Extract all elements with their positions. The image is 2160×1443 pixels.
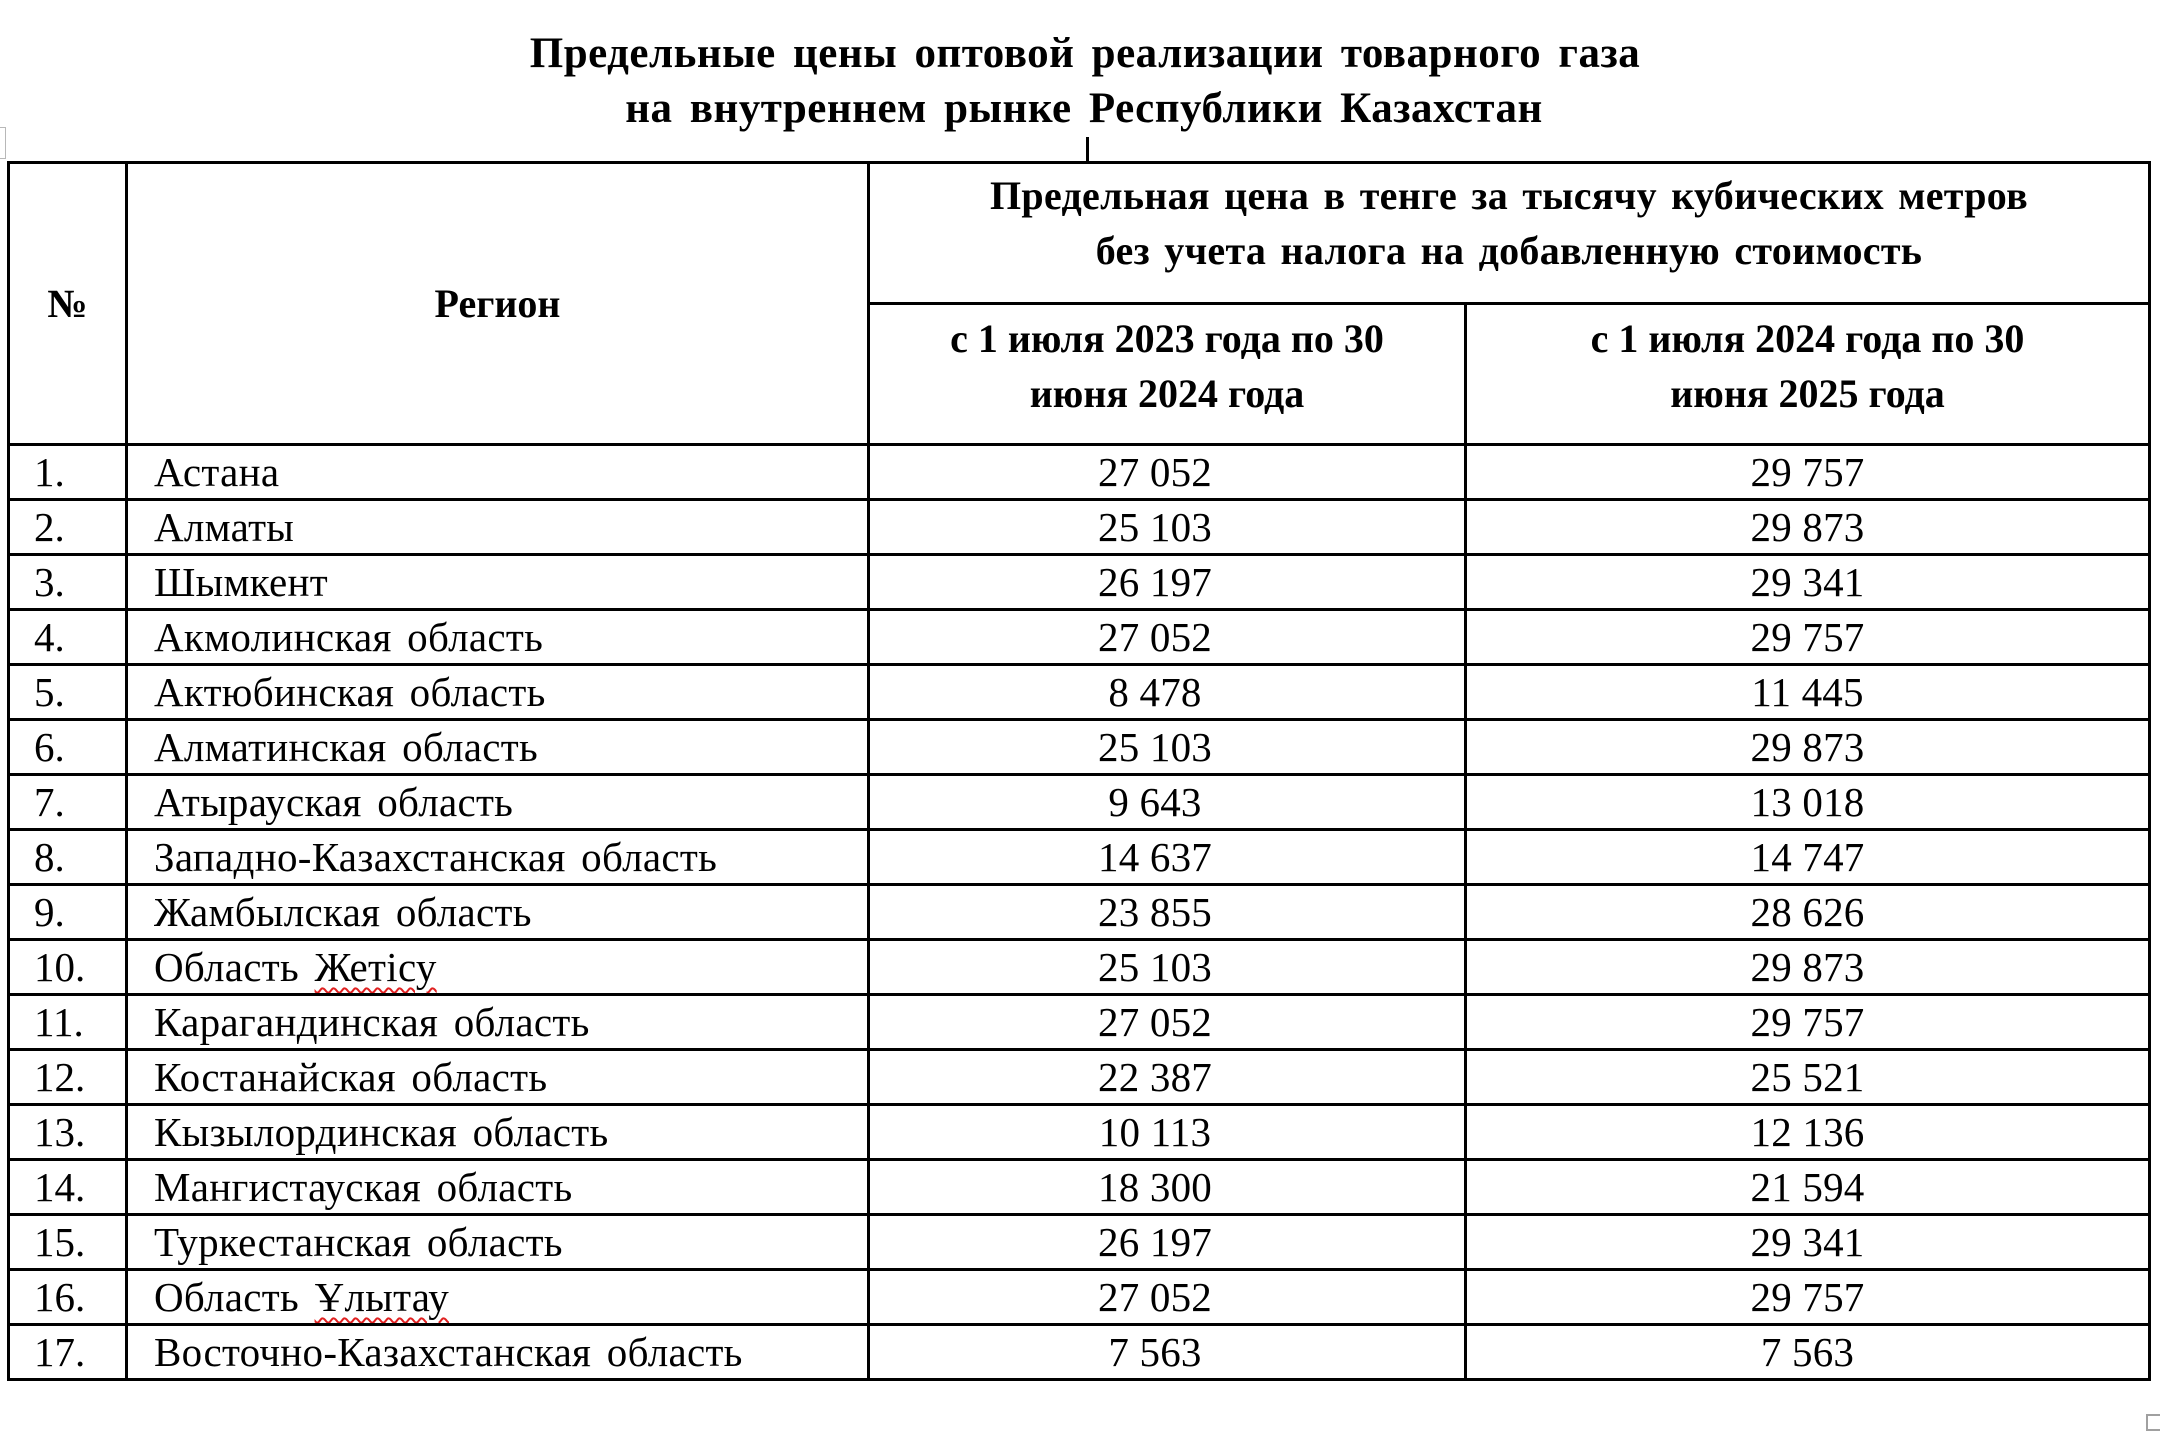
table-row (9, 1105, 2150, 1160)
row-price-2024-2025[interactable]: 29 757 (1466, 995, 2150, 1050)
row-price-2024-2025[interactable]: 29 873 (1466, 500, 2150, 555)
row-number[interactable]: 16. (9, 1270, 127, 1325)
row-region[interactable]: Жамбылская область (127, 885, 869, 940)
row-price-2024-2025[interactable]: 12 136 (1466, 1105, 2150, 1160)
table-row (9, 1160, 2150, 1215)
row-price-2024-2025[interactable]: 29 341 (1466, 555, 2150, 610)
row-price-2024-2025[interactable]: 28 626 (1466, 885, 2150, 940)
header-period-1-line-2: июня 2024 года (1029, 371, 1305, 416)
header-row-1 (9, 163, 2150, 304)
row-region[interactable]: Туркестанская область (127, 1215, 869, 1270)
header-period-2024-2025[interactable] (1466, 304, 2150, 445)
table-row (9, 610, 2150, 665)
row-number[interactable]: 2. (9, 500, 127, 555)
table-row (9, 555, 2150, 610)
header-period-1-line-1: с 1 июля 2023 года по 30 (950, 316, 1384, 361)
row-number[interactable]: 9. (9, 885, 127, 940)
row-number[interactable]: 10. (9, 940, 127, 995)
row-price-2024-2025[interactable]: 25 521 (1466, 1050, 2150, 1105)
row-price-2024-2025[interactable]: 13 018 (1466, 775, 2150, 830)
row-price-2023-2024[interactable]: 14 637 (869, 830, 1466, 885)
document-title (0, 26, 2160, 136)
spellcheck-flagged-word[interactable]: Жетісу (314, 944, 437, 990)
row-number[interactable]: 13. (9, 1105, 127, 1160)
row-region[interactable]: Костанайская область (127, 1050, 869, 1105)
table-row (9, 885, 2150, 940)
row-number[interactable]: 7. (9, 775, 127, 830)
row-price-2023-2024[interactable]: 7 563 (869, 1325, 1466, 1380)
row-price-2024-2025[interactable]: 29 873 (1466, 940, 2150, 995)
gas-price-table (7, 161, 2151, 1381)
table-row (9, 665, 2150, 720)
row-region[interactable]: Акмолинская область (127, 610, 869, 665)
header-period-2-line-1: с 1 июля 2024 года по 30 (1590, 316, 2025, 361)
row-price-2023-2024[interactable]: 27 052 (869, 1270, 1466, 1325)
row-number[interactable]: 1. (9, 445, 127, 500)
row-number[interactable]: 5. (9, 665, 127, 720)
row-number[interactable]: 3. (9, 555, 127, 610)
header-period-2-line-2: июня 2025 года (1670, 371, 1945, 416)
table-row (9, 940, 2150, 995)
row-price-2024-2025[interactable]: 29 757 (1466, 445, 2150, 500)
row-number[interactable]: 11. (9, 995, 127, 1050)
row-price-2023-2024[interactable]: 18 300 (869, 1160, 1466, 1215)
row-region[interactable]: Атырауская область (127, 775, 869, 830)
row-number[interactable]: 6. (9, 720, 127, 775)
row-number[interactable]: 12. (9, 1050, 127, 1105)
spellcheck-flagged-word[interactable]: Ұлытау (314, 1274, 450, 1320)
table-row (9, 445, 2150, 500)
row-price-2024-2025[interactable]: 29 757 (1466, 610, 2150, 665)
row-region[interactable]: Кызылординская область (127, 1105, 869, 1160)
row-region[interactable]: Алматинская область (127, 720, 869, 775)
region-prefix: Область (154, 1274, 315, 1320)
text-cursor-marker (1086, 137, 1089, 162)
title-line-2: на внутреннем рынке Республики Казахстан (625, 85, 1543, 132)
row-number[interactable]: 17. (9, 1325, 127, 1380)
row-price-2023-2024[interactable]: 10 113 (869, 1105, 1466, 1160)
table-row (9, 1270, 2150, 1325)
row-region[interactable]: Восточно-Казахстанская область (127, 1325, 869, 1380)
row-price-2023-2024[interactable]: 26 197 (869, 555, 1466, 610)
table-row (9, 775, 2150, 830)
row-region[interactable]: Карагандинская область (127, 995, 869, 1050)
row-price-2023-2024[interactable]: 25 103 (869, 720, 1466, 775)
row-price-2024-2025[interactable]: 21 594 (1466, 1160, 2150, 1215)
row-price-2023-2024[interactable]: 26 197 (869, 1215, 1466, 1270)
table-row (9, 1050, 2150, 1105)
row-price-2023-2024[interactable]: 27 052 (869, 445, 1466, 500)
row-price-2023-2024[interactable]: 25 103 (869, 500, 1466, 555)
header-price-group-line-1: Предельная цена в тенге за тысячу кубических метров (990, 173, 2028, 218)
table-resize-handle[interactable] (2146, 1414, 2160, 1431)
row-region[interactable]: Западно-Казахстанская область (127, 830, 869, 885)
row-region[interactable] (127, 1270, 869, 1325)
row-number[interactable]: 8. (9, 830, 127, 885)
row-number[interactable]: 15. (9, 1215, 127, 1270)
row-number[interactable]: 14. (9, 1160, 127, 1215)
row-region[interactable]: Астана (127, 445, 869, 500)
table-row (9, 995, 2150, 1050)
row-region[interactable]: Алматы (127, 500, 869, 555)
row-price-2024-2025[interactable]: 14 747 (1466, 830, 2150, 885)
row-price-2023-2024[interactable]: 27 052 (869, 610, 1466, 665)
table-row (9, 1325, 2150, 1380)
row-price-2024-2025[interactable]: 11 445 (1466, 665, 2150, 720)
header-number[interactable]: № (9, 163, 127, 445)
region-prefix: Область (154, 944, 315, 990)
row-price-2023-2024[interactable]: 22 387 (869, 1050, 1466, 1105)
table-row (9, 830, 2150, 885)
row-region[interactable]: Актюбинская область (127, 665, 869, 720)
row-price-2023-2024[interactable]: 8 478 (869, 665, 1466, 720)
table-row (9, 500, 2150, 555)
row-price-2023-2024[interactable]: 25 103 (869, 940, 1466, 995)
header-region[interactable]: Регион (127, 163, 869, 445)
row-price-2024-2025[interactable]: 29 341 (1466, 1215, 2150, 1270)
row-price-2023-2024[interactable]: 23 855 (869, 885, 1466, 940)
header-price-group-line-2: без учета налога на добавленную стоимость (1095, 228, 1923, 273)
row-region[interactable]: Шымкент (127, 555, 869, 610)
header-period-2023-2024[interactable] (869, 304, 1466, 445)
title-line-1: Предельные цены оптовой реализации товарного газа (529, 30, 1641, 77)
row-region[interactable] (127, 940, 869, 995)
row-price-2024-2025[interactable]: 7 563 (1466, 1325, 2150, 1380)
table-row (9, 720, 2150, 775)
row-price-2023-2024[interactable]: 27 052 (869, 995, 1466, 1050)
row-number[interactable]: 4. (9, 610, 127, 665)
table-move-handle[interactable] (0, 127, 6, 159)
row-price-2023-2024[interactable]: 9 643 (869, 775, 1466, 830)
row-price-2024-2025[interactable]: 29 757 (1466, 1270, 2150, 1325)
row-region[interactable]: Мангистауская область (127, 1160, 869, 1215)
header-price-group[interactable] (869, 163, 2150, 304)
row-price-2024-2025[interactable]: 29 873 (1466, 720, 2150, 775)
table-row (9, 1215, 2150, 1270)
